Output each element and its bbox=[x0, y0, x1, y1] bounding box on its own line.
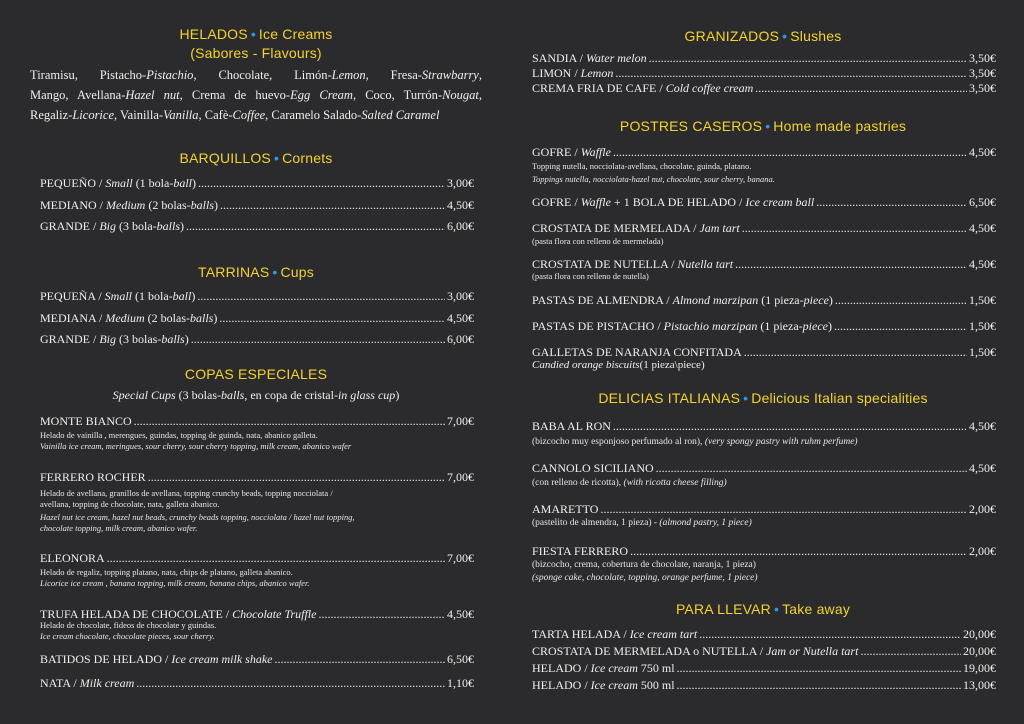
trufa-desc-es: Helado de chocolate, fideos de chocolate y guindas. bbox=[40, 620, 217, 630]
ferrero-desc-es-2: avellana, topping de chocolate, nata, galleta abanico. bbox=[40, 499, 220, 509]
tarrinas-title-en: Cups bbox=[280, 264, 314, 280]
crostata-mermelada-price: 4,50€ bbox=[969, 221, 996, 235]
flavours-line-1: Tiramisu, Pistacho-Pistachio, Chocolate, Limón-Lemon, Fresa-Strawbarry, bbox=[30, 68, 482, 82]
amaretto-price: 2,00€ bbox=[969, 502, 996, 516]
gofre-name-es: GOFRE / bbox=[532, 145, 581, 159]
llevar-title-en: Take away bbox=[782, 601, 851, 617]
galletas-note-tail: (1 pieza\piece) bbox=[639, 359, 705, 371]
ferrero-rocher-price: 7,00€ bbox=[447, 470, 474, 484]
copas-heading: COPAS ESPECIALES bbox=[184, 366, 328, 382]
leader-dots bbox=[148, 470, 445, 484]
menu-item-price: 3,00€ bbox=[447, 289, 474, 303]
gofre-note-en: Toppings nutella, nocciolata-hazel nut, chocolate, sour cherry, banana. bbox=[532, 174, 775, 184]
menu-item-es: MEDIANA / bbox=[40, 311, 106, 325]
menu-item-name bbox=[40, 289, 195, 303]
fiesta-ferrero-row bbox=[532, 544, 996, 558]
menu-item-en: Small bbox=[105, 176, 133, 190]
menu-item-extra: (2 bolas- bbox=[144, 311, 190, 325]
eleonora-desc-en: Licorice ice cream , banana topping, milk cream, banana chips, abanico wafer. bbox=[40, 578, 310, 588]
menu-item-name bbox=[532, 644, 858, 658]
crostata-mermelada-en: Jam tart bbox=[699, 221, 740, 235]
monte-bianco-price: 7,00€ bbox=[447, 414, 474, 428]
menu-item-name bbox=[40, 219, 184, 233]
nata-price: 1,10€ bbox=[447, 676, 474, 690]
menu-item-en: Small bbox=[104, 289, 133, 303]
menu-item-es: SANDIA / bbox=[532, 51, 587, 65]
baba-note-en: (very spongy pastry with ruhm perfume) bbox=[704, 437, 858, 447]
menu-item-en: Ice cream bbox=[590, 678, 638, 692]
menu-item-extra-en: ball bbox=[172, 289, 192, 303]
menu-item-en: Jam or Nutella tart bbox=[766, 644, 859, 658]
ferrero-desc-en-1: Hazel nut ice cream, hazel nut beads, crunchy beads topping, nocciolata / hazel nut topping, bbox=[40, 512, 355, 522]
menu-item-close: ) bbox=[184, 332, 189, 346]
menu-item-tail: 750 ml bbox=[637, 661, 675, 675]
menu-item-name bbox=[532, 51, 647, 65]
nata-row bbox=[40, 676, 474, 690]
leader-dots bbox=[136, 676, 445, 690]
batidos-name bbox=[40, 652, 273, 666]
trufa-row bbox=[40, 607, 474, 621]
copas-subtitle: Special Cups (3 bolas-balls, en copa de cristal-in glass cup) bbox=[112, 388, 400, 402]
gofre-price: 4,50€ bbox=[969, 145, 996, 159]
menu-item-es: GRANDE / bbox=[40, 332, 100, 346]
pastas-almendra-en: Almond marzipan bbox=[672, 293, 759, 307]
leader-dots bbox=[191, 332, 445, 346]
leader-dots bbox=[677, 661, 961, 675]
menu-item-es: CROSTATA DE MERMELADA o NUTELLA / bbox=[532, 644, 767, 658]
menu-item-price: 20,00€ bbox=[963, 644, 996, 658]
menu-item-es: PEQUEÑA / bbox=[40, 289, 105, 303]
leader-dots bbox=[835, 293, 967, 307]
postres-heading bbox=[530, 118, 996, 134]
menu-item-row bbox=[40, 176, 474, 190]
menu-item-tail: 500 ml bbox=[637, 678, 675, 692]
llevar-heading bbox=[530, 601, 996, 617]
flavours-line-2: Mango, Avellana-Hazel nut, Crema de huevo-Egg Cream, Coco, Turrón-Nougat, bbox=[30, 88, 483, 102]
baba-price: 4,50€ bbox=[969, 419, 996, 433]
gofre-bola-price: 6,50€ bbox=[969, 195, 996, 209]
menu-item-price: 3,50€ bbox=[969, 66, 996, 80]
menu-item-en: Ice cream bbox=[590, 661, 638, 675]
menu-item-price: 19,00€ bbox=[963, 661, 996, 675]
crostata-nutella-name bbox=[532, 257, 733, 271]
trufa-name bbox=[40, 607, 316, 621]
cannolo-note bbox=[532, 478, 727, 489]
pastas-pistacho-name bbox=[532, 319, 832, 333]
baba-note-es: (bizcocho muy esponjoso perfumado al ron), bbox=[532, 437, 705, 447]
menu-item-name bbox=[532, 81, 753, 95]
menu-item-es: HELADO / bbox=[532, 678, 591, 692]
crostata-nutella-price: 4,50€ bbox=[969, 257, 996, 271]
leader-dots bbox=[677, 678, 961, 692]
bullet-icon: • bbox=[765, 118, 771, 134]
menu-item-close: ) bbox=[192, 176, 197, 190]
bullet-icon: • bbox=[250, 26, 256, 42]
leader-dots bbox=[107, 551, 445, 565]
menu-item-close: ) bbox=[180, 219, 185, 233]
menu-item-row bbox=[532, 661, 996, 675]
menu-item-extra-en: balls bbox=[190, 311, 214, 325]
galletas-row bbox=[532, 345, 996, 359]
helados-subtitle: (Sabores - Flavours) bbox=[190, 45, 322, 61]
menu-item-close: ) bbox=[214, 198, 218, 212]
delicias-title: DELICIAS ITALIANAS bbox=[598, 390, 741, 406]
menu-item-en: Water melon bbox=[586, 51, 647, 65]
llevar-title: PARA LLEVAR bbox=[675, 601, 771, 617]
ferrero-desc-en-2: chocolate topping, milk cream, abanico wafer. bbox=[40, 523, 198, 533]
menu-item-en: Big bbox=[99, 219, 117, 233]
leader-dots bbox=[220, 198, 445, 212]
leader-dots bbox=[318, 607, 445, 621]
menu-item-extra-en: ball bbox=[173, 176, 193, 190]
menu-item-en: Medium bbox=[106, 198, 146, 212]
crostata-nutella-es: CROSTATA DE NUTELLA / bbox=[532, 257, 678, 271]
cannolo-row bbox=[532, 461, 996, 475]
pastas-almendra-extra: (1 pieza- bbox=[758, 293, 804, 307]
postres-title-en: Home made pastries bbox=[773, 118, 907, 134]
amaretto-note-en: (almond pastry, 1 piece) bbox=[659, 518, 752, 528]
amaretto-note bbox=[532, 518, 752, 529]
crostata-mermelada-name bbox=[532, 221, 740, 235]
trufa-price: 4,50€ bbox=[447, 607, 474, 621]
helados-title: HELADOS bbox=[179, 26, 248, 42]
fiesta-ferrero-note-en: (sponge cake, chocolate, topping, orange perfume, 1 piece) bbox=[532, 573, 758, 583]
menu-item-extra: (1 bola- bbox=[132, 176, 174, 190]
menu-item-price: 3,50€ bbox=[969, 51, 996, 65]
trufa-name-en: Chocolate Truffle bbox=[232, 607, 317, 621]
menu-item-row bbox=[40, 332, 474, 346]
flavours-line-3: Regaliz-Licorice, Vainilla-Vanilla, Cafè-Coffee, Caramelo Salado-Salted Caramel bbox=[30, 108, 440, 122]
monte-bianco-name: MONTE BIANCO bbox=[40, 414, 132, 428]
bullet-icon: • bbox=[273, 150, 280, 166]
monte-bianco-desc-es: Helado de vainilla , merengues, guindas, topping de guinda, nata, abanico galleta. bbox=[40, 430, 318, 440]
gofre-name bbox=[532, 145, 611, 159]
menu-item-name bbox=[40, 176, 196, 190]
menu-item-price: 4,50€ bbox=[447, 198, 474, 212]
menu-item-price: 3,00€ bbox=[447, 176, 474, 190]
pastas-almendra-price: 1,50€ bbox=[969, 293, 996, 307]
crostata-mermelada-row bbox=[532, 221, 996, 235]
menu-item-extra: (2 bolas- bbox=[145, 198, 191, 212]
leader-dots bbox=[744, 345, 967, 359]
cannolo-name: CANNOLO SICILIANO bbox=[532, 461, 654, 475]
menu-item-extra: (3 bolas- bbox=[116, 332, 162, 346]
eleonora-name: ELEONORA bbox=[40, 551, 105, 565]
granizados-title: GRANIZADOS bbox=[684, 28, 780, 44]
menu-item-es: TARTA HELADA / bbox=[532, 627, 630, 641]
menu-item-name bbox=[532, 627, 697, 641]
galletas-price: 1,50€ bbox=[969, 345, 996, 359]
leader-dots bbox=[816, 195, 967, 209]
batidos-name-en: Ice cream milk shake bbox=[171, 652, 273, 666]
menu-item-name bbox=[40, 332, 189, 346]
menu-item-row bbox=[40, 219, 474, 233]
menu-item-extra-en: balls bbox=[190, 198, 214, 212]
galletas-note bbox=[532, 358, 705, 372]
menu-item-price: 3,50€ bbox=[969, 81, 996, 95]
pastas-pistacho-en: Pistachio marzipan bbox=[663, 319, 758, 333]
pastas-almendra-name bbox=[532, 293, 833, 307]
menu-item-row bbox=[532, 627, 996, 641]
leader-dots bbox=[699, 627, 961, 641]
leader-dots bbox=[656, 461, 967, 475]
gofre-bola-row bbox=[532, 195, 996, 209]
leader-dots bbox=[197, 289, 445, 303]
pastas-almendra-row bbox=[532, 293, 996, 307]
leader-dots bbox=[134, 414, 445, 428]
gofre-name-en: Waffle bbox=[580, 145, 611, 159]
pastas-almendra-close: ) bbox=[828, 293, 833, 307]
nata-name-en: Milk cream bbox=[79, 676, 135, 690]
menu-item-extra-en: balls bbox=[161, 332, 185, 346]
bullet-icon: • bbox=[782, 28, 788, 44]
granizados-title-en: Slushes bbox=[790, 28, 842, 44]
leader-dots bbox=[615, 66, 967, 80]
leader-dots bbox=[613, 419, 967, 433]
helados-heading bbox=[30, 26, 482, 42]
crostata-nutella-en: Nutella tart bbox=[677, 257, 734, 271]
barquillos-title-en: Cornets bbox=[282, 150, 333, 166]
menu-item-es: LIMON / bbox=[532, 66, 581, 80]
amaretto-row bbox=[532, 502, 996, 516]
ferrero-desc-es-1: Helado de avellana, granillos de avellana, topping crunchy beads, topping nocciolata / bbox=[40, 488, 333, 498]
menu-item-en: Cold coffee cream bbox=[665, 81, 754, 95]
delicias-heading bbox=[530, 390, 996, 406]
eleonora-desc-es: Helado de regaliz, topping platano, nata, chips de platano, galleta abanico. bbox=[40, 567, 293, 577]
menu-item-es: GRANDE / bbox=[40, 219, 100, 233]
pastas-almendra-extra-en: piece bbox=[803, 293, 829, 307]
menu-item-price: 6,00€ bbox=[447, 219, 474, 233]
menu-item-name bbox=[40, 311, 217, 325]
baba-row bbox=[532, 419, 996, 433]
gofre-bola-name bbox=[532, 195, 814, 209]
gofre-note-es: Topping nutella, nocciolata-avellana, chocolate, guinda, platano. bbox=[532, 161, 752, 171]
menu-item-row bbox=[40, 311, 474, 325]
pastas-almendra-es: PASTAS DE ALMENDRA / bbox=[532, 293, 673, 307]
nata-name-es: NATA / bbox=[40, 676, 80, 690]
leader-dots bbox=[742, 221, 967, 235]
nata-name bbox=[40, 676, 134, 690]
leader-dots bbox=[613, 145, 967, 159]
monte-bianco-desc-en: Vainilla ice cream, meringues, sour cherry, sour cherry topping, milk cream, abanico wafer bbox=[40, 441, 352, 451]
menu-item-en: Medium bbox=[105, 311, 145, 325]
bullet-icon: • bbox=[774, 601, 780, 617]
ferrero-rocher-row bbox=[40, 470, 474, 484]
leader-dots bbox=[600, 502, 967, 516]
leader-dots bbox=[860, 644, 961, 658]
delicias-title-en: Delicious Italian specialities bbox=[751, 390, 928, 406]
menu-item-row bbox=[532, 81, 996, 95]
monte-bianco-row bbox=[40, 414, 474, 428]
leader-dots bbox=[630, 544, 967, 558]
gofre-bola-en2: Ice cream ball bbox=[745, 195, 815, 209]
batidos-row bbox=[40, 652, 474, 666]
menu-item-row bbox=[532, 644, 996, 658]
pastas-pistacho-row bbox=[532, 319, 996, 333]
menu-item-name bbox=[532, 66, 613, 80]
menu-item-row bbox=[40, 198, 474, 212]
menu-item-extra-en: balls bbox=[156, 219, 181, 233]
menu-item-name bbox=[532, 661, 675, 675]
pastas-pistacho-extra-en: piece bbox=[802, 319, 828, 333]
crostata-nutella-note: (pasta flora con relleno de nutella) bbox=[532, 271, 649, 281]
menu-item-row bbox=[532, 678, 996, 692]
cannolo-price: 4,50€ bbox=[969, 461, 996, 475]
gofre-bola-mid: + 1 BOLA DE HELADO / bbox=[610, 195, 746, 209]
baba-note bbox=[532, 437, 858, 448]
barquillos-title: BARQUILLOS bbox=[179, 150, 271, 166]
leader-dots bbox=[198, 176, 445, 190]
fiesta-ferrero-price: 2,00€ bbox=[969, 544, 996, 558]
menu-item-en: Ice cream tart bbox=[629, 627, 698, 641]
granizados-heading bbox=[530, 28, 996, 44]
pastas-pistacho-extra: (1 pieza- bbox=[757, 319, 803, 333]
postres-title: POSTRES CASEROS bbox=[619, 118, 763, 134]
leader-dots bbox=[834, 319, 967, 333]
helados-title-en: Ice Creams bbox=[258, 26, 333, 42]
menu-item-extra: (3 bola- bbox=[116, 219, 157, 233]
barquillos-heading bbox=[30, 150, 482, 166]
amaretto-name: AMARETTO bbox=[532, 502, 599, 516]
crostata-mermelada-es: CROSTATA DE MERMELADA / bbox=[532, 221, 700, 235]
cannolo-note-en: (with ricotta cheese filling) bbox=[623, 478, 727, 488]
galletas-note-en: Candied orange biscuits bbox=[532, 359, 640, 371]
batidos-price: 6,50€ bbox=[447, 652, 474, 666]
leader-dots bbox=[275, 652, 445, 666]
menu-item-en: Big bbox=[99, 332, 117, 346]
menu-item-en: Lemon bbox=[580, 66, 614, 80]
menu-item-es: PEQUEÑO / bbox=[40, 176, 106, 190]
baba-name: BABA AL RON bbox=[532, 419, 611, 433]
leader-dots bbox=[649, 51, 967, 65]
gofre-bola-es: GOFRE / bbox=[532, 195, 581, 209]
bullet-icon: • bbox=[743, 390, 749, 406]
menu-item-extra: (1 bola- bbox=[132, 289, 173, 303]
eleonora-price: 7,00€ bbox=[447, 551, 474, 565]
menu-item-row bbox=[532, 66, 996, 80]
leader-dots bbox=[735, 257, 967, 271]
amaretto-note-es: (pastelito de almendra, 1 pieza) - bbox=[532, 518, 660, 528]
menu-item-row bbox=[532, 51, 996, 65]
gofre-bola-en: Waffle bbox=[580, 195, 611, 209]
tarrinas-heading bbox=[30, 264, 482, 280]
menu-item-price: 13,00€ bbox=[963, 678, 996, 692]
bullet-icon: • bbox=[272, 264, 278, 280]
menu-item-name bbox=[40, 198, 218, 212]
fiesta-ferrero-name: FIESTA FERRERO bbox=[532, 544, 629, 558]
pastas-pistacho-price: 1,50€ bbox=[969, 319, 996, 333]
eleonora-row bbox=[40, 551, 474, 565]
menu-item-es: HELADO / bbox=[532, 661, 591, 675]
menu-item-es: MEDIANO / bbox=[40, 198, 106, 212]
ferrero-rocher-name: FERRERO ROCHER bbox=[40, 470, 146, 484]
gofre-row bbox=[532, 145, 996, 159]
batidos-name-es: BATIDOS DE HELADO / bbox=[40, 652, 172, 666]
cannolo-note-es: (con relleno de ricotta), bbox=[532, 478, 624, 488]
crostata-nutella-row bbox=[532, 257, 996, 271]
fiesta-ferrero-note-es: (bizcocho, crema, cobertura de chocolate, naranja, 1 pieza) bbox=[532, 560, 756, 570]
leader-dots bbox=[755, 81, 967, 95]
trufa-name-es: TRUFA HELADA DE CHOCOLATE / bbox=[40, 607, 233, 621]
crostata-mermelada-note: (pasta flora con relleno de mermelada) bbox=[532, 236, 664, 246]
leader-dots bbox=[186, 219, 445, 233]
leader-dots bbox=[219, 311, 445, 325]
menu-item-row bbox=[40, 289, 474, 303]
menu-item-name bbox=[532, 678, 675, 692]
galletas-name: GALLETAS DE NARANJA CONFITADA bbox=[532, 345, 742, 359]
menu-item-close: ) bbox=[213, 311, 218, 325]
pastas-pistacho-close: ) bbox=[827, 319, 832, 333]
menu-item-price: 4,50€ bbox=[447, 311, 474, 325]
menu-item-price: 20,00€ bbox=[963, 627, 996, 641]
pastas-pistacho-es: PASTAS DE PISTACHO / bbox=[532, 319, 664, 333]
tarrinas-title: TARRINAS bbox=[198, 264, 270, 280]
menu-item-price: 6,00€ bbox=[447, 332, 474, 346]
menu-item-es: CREMA FRIA DE CAFE / bbox=[532, 81, 666, 95]
menu-item-close: ) bbox=[191, 289, 196, 303]
trufa-desc-en: Ice cream chocolate, chocolate pieces, sour cherry. bbox=[40, 631, 215, 641]
